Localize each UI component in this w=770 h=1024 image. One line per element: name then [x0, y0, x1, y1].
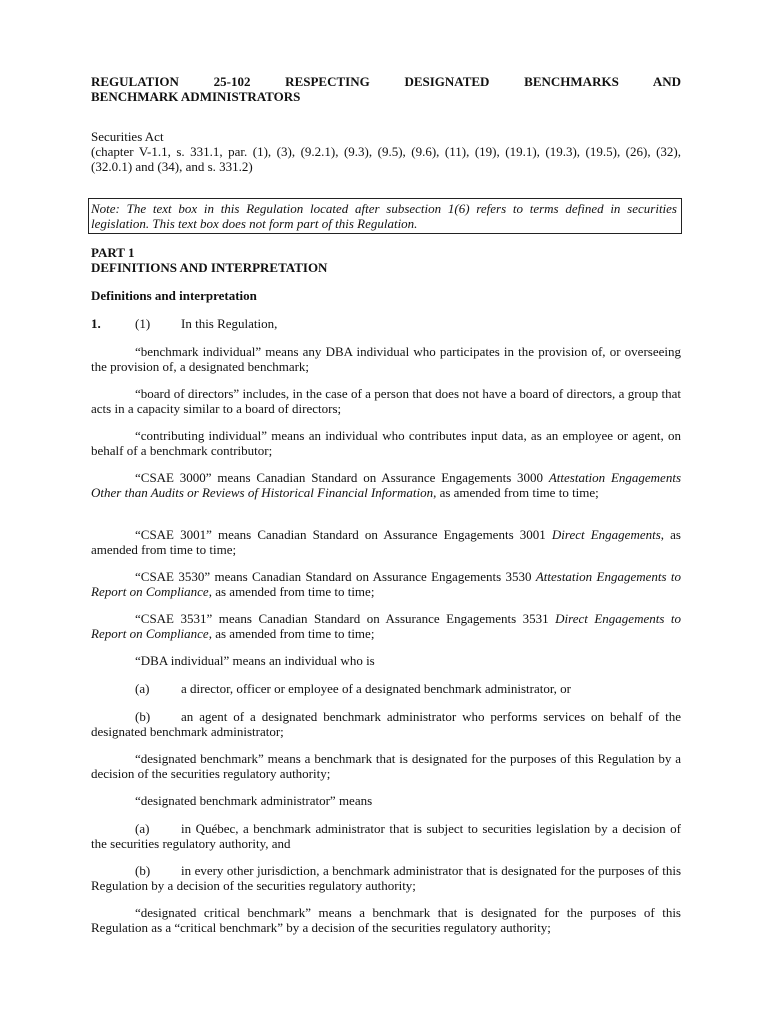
- definition-designated-critical-benchmark: “designated critical benchmark” means a benchmark that is designated for the purposes of this Regulation as a “critical benchmark” by a decision of the securities regulatory authority;: [91, 905, 681, 935]
- definition-dbadmin-para-a: (a) in Québec, a benchmark administrator that is subject to securities legislation by a decision of the securities regulatory authority, and: [91, 821, 681, 851]
- note-text: Note: The text box in this Regulation located after subsection 1(6) refers to terms defined in securities legislation. This text box does not form part of this Regulation.: [91, 201, 677, 231]
- definition-csae-3531: “CSAE 3531” means Canadian Standard on Assurance Engagements 3531 Direct Engagements to Report on Compliance, as amended from time to time;: [91, 611, 681, 641]
- definition-contributing-individual: “contributing individual” means an individual who contributes input data, as an employee or agent, on behalf of a benchmark contributor;: [91, 428, 681, 458]
- definition-dba-individual: “DBA individual” means an individual who is: [135, 653, 375, 668]
- section-intro-text: In this Regulation,: [181, 316, 278, 331]
- definition-designated-benchmark: “designated benchmark” means a benchmark that is designated for the purposes of this Regulation by a decision of the securities regulatory authority;: [91, 751, 681, 781]
- regulation-title-line-2: BENCHMARK ADMINISTRATORS: [91, 89, 301, 104]
- definition-csae-3000: “CSAE 3000” means Canadian Standard on Assurance Engagements 3000 Attestation Engagements Other than Audits or Reviews of Historical Financial Information, as amended from time to time;: [91, 470, 682, 500]
- act-citation: (chapter V-1.1, s. 331.1, par. (1), (3), (9.2.1), (9.3), (9.5), (9.6), (11), (19), (19.1), (19.3), (19.5), (26), (32), (32.0.1) and (34), and s. 331.2): [91, 144, 681, 174]
- regulation-title: [91, 74, 681, 104]
- definition-dba-individual-para-a: (a) a director, officer or employee of a designated benchmark administrator, or: [135, 681, 572, 696]
- definition-csae-3530: “CSAE 3530” means Canadian Standard on Assurance Engagements 3530 Attestation Engagements to Report on Compliance, as amended from time to time;: [91, 569, 681, 599]
- section-heading: Definitions and interpretation: [91, 288, 257, 303]
- part-title: DEFINITIONS AND INTERPRETATION: [91, 260, 328, 275]
- definition-designated-benchmark-administrator: “designated benchmark administrator” means: [135, 793, 373, 808]
- note-box: [88, 198, 682, 234]
- subsection-number: (1): [135, 316, 151, 331]
- part-number: PART 1: [91, 245, 135, 260]
- definition-benchmark-individual: “benchmark individual” means any DBA individual who participates in the provision of, or overseeing the provision of, a designated benchmark;: [91, 344, 681, 374]
- act-name: Securities Act: [91, 129, 164, 144]
- regulation-title-line-1: REGULATION 25-102 RESPECTING DESIGNATED BENCHMARKS AND: [91, 74, 681, 89]
- definition-dbadmin-para-b: (b) in every other jurisdiction, a benchmark administrator that is designated for the purposes of this Regulation by a decision of the securities regulatory authority;: [91, 863, 681, 893]
- section-number: 1.: [91, 316, 101, 331]
- definition-board-of-directors: “board of directors” includes, in the case of a person that does not have a board of directors, a group that acts in a capacity similar to a board of directors;: [91, 386, 681, 416]
- enabling-act: [91, 129, 681, 174]
- definition-csae-3001: “CSAE 3001” means Canadian Standard on Assurance Engagements 3001 Direct Engagements, as amended from time to time;: [91, 527, 681, 557]
- definition-dba-individual-para-b: (b) an agent of a designated benchmark administrator who performs services on behalf of the designated benchmark administrator;: [91, 709, 681, 739]
- part-heading: [91, 245, 327, 275]
